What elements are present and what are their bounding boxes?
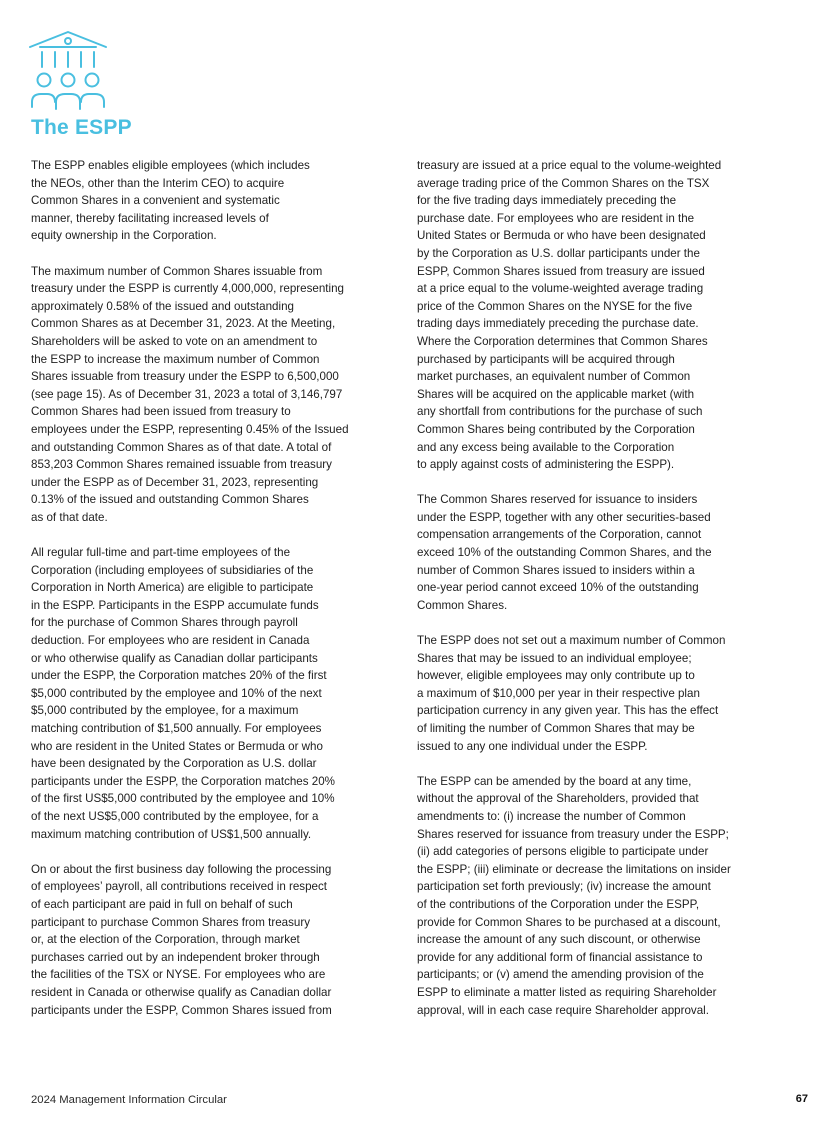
text-line: resident in Canada or otherwise qualify as Canadian dollar (31, 985, 332, 999)
text-line: treasury are issued at a price equal to the volume-weighted (417, 159, 722, 172)
paragraph (417, 632, 779, 755)
text-line: maximum matching contribution of US$1,500 annually. (31, 827, 312, 841)
text-line: of each participant are paid in full on behalf of such (31, 897, 293, 911)
paragraph (31, 544, 376, 843)
text-line: provide for Common Shares to be purchased at a discount, (417, 915, 721, 929)
text-line: Shares will be acquired on the applicable market (with (417, 387, 695, 401)
text-line: price of the Common Shares on the NYSE for the five (417, 299, 693, 313)
text-line: Common Shares in a convenient and systematic (31, 194, 280, 208)
text-line: and any excess being available to the Corporation (417, 440, 675, 454)
text-line: Corporation (including employees of subsidiaries of the (31, 563, 314, 577)
text-line: for the five trading days immediately preceding the (417, 194, 677, 208)
text-line: All regular full-time and part-time employees of the (31, 546, 291, 560)
text-line: participants under the ESPP, Common Shares issued from (31, 1003, 332, 1017)
text-line: United States or Bermuda or who have been designated (417, 229, 706, 243)
building-people-icon (28, 30, 108, 112)
text-line: however, eligible employees may only contribute up to (417, 669, 695, 683)
text-line: average trading price of the Common Shares on the TSX (417, 176, 710, 190)
text-line: of the contributions of the Corporation under the ESPP, (417, 897, 700, 911)
text-line: in the ESPP. Participants in the ESPP accumulate funds (31, 598, 319, 612)
text-line: The maximum number of Common Shares issuable from (31, 264, 323, 278)
text-line: of the first US$5,000 contributed by the employee and 10% (31, 792, 335, 806)
paragraph (31, 157, 376, 245)
text-line: approval, will in each case require Shareholder approval. (417, 1003, 709, 1017)
text-line: matching contribution of $1,500 annually. For employees (31, 722, 322, 735)
text-line: and outstanding Common Shares as of that date. A total of (31, 440, 332, 454)
text-line: purchased by participants will be acquired through (417, 352, 675, 366)
text-line: of employees’ payroll, all contributions received in respect (31, 880, 328, 894)
text-line: or who otherwise qualify as Canadian dollar participants (31, 651, 318, 665)
paragraph (417, 773, 779, 1019)
text-line: participants; or (v) amend the amending provision of the (417, 968, 704, 982)
left-column (31, 157, 376, 1019)
text-line: Common Shares as at December 31, 2023. At the Meeting, (31, 317, 336, 331)
text-line: one-year period cannot exceed 10% of the outstanding (417, 581, 699, 595)
text-line: manner, thereby facilitating increased levels of (31, 211, 269, 225)
text-line: at a price equal to the volume-weighted average trading (417, 282, 704, 296)
text-line: Common Shares. (417, 598, 508, 612)
text-line: (see page 15). As of December 31, 2023 a total of 3,146,797 (31, 387, 343, 401)
text-line: Shareholders will be asked to vote on an amendment to (31, 334, 318, 348)
text-line: $5,000 contributed by the employee and 10% of the next (31, 686, 322, 700)
text-line: Shares reserved for issuance from treasury under the ESPP; (417, 827, 729, 841)
text-line: under the ESPP, together with any other securities-based (417, 510, 711, 524)
text-line: under the ESPP as of December 31, 2023, representing (31, 475, 319, 489)
text-line: purchases carried out by an independent broker through (31, 950, 320, 964)
text-line: The ESPP does not set out a maximum number of Common (417, 634, 726, 648)
text-line: participants under the ESPP, the Corporation matches 20% (31, 774, 335, 788)
text-line: of the next US$5,000 contributed by the employee, for a (31, 809, 319, 823)
paragraph (417, 491, 779, 614)
paragraph (31, 861, 376, 1019)
text-line: the facilities of the TSX or NYSE. For employees who are (31, 968, 326, 982)
text-line: or, at the election of the Corporation, through market (31, 933, 300, 947)
paragraph (31, 263, 376, 527)
text-line: ESPP, Common Shares issued from treasury are issued (417, 264, 705, 278)
text-line: employees under the ESPP, representing 0.45% of the Issued (31, 422, 349, 436)
text-line: participation set forth previously; (iv) increase the amount (417, 880, 711, 894)
text-line: for the purchase of Common Shares through payroll (31, 616, 298, 630)
text-line: 0.13% of the issued and outstanding Common Shares (31, 493, 309, 507)
text-line: to apply against costs of administering the ESPP). (417, 458, 675, 472)
text-line: Where the Corporation determines that Common Shares (417, 334, 708, 348)
text-line: without the approval of the Shareholders, provided that (417, 792, 699, 806)
text-line: Shares that may be issued to an individual employee; (417, 651, 692, 665)
text-line: who are resident in the United States or Bermuda or who (31, 739, 323, 753)
text-line: $5,000 contributed by the employee, for a maximum (31, 704, 299, 718)
text-line: purchase date. For employees who are resident in the (417, 211, 695, 225)
text-line: Shares issuable from treasury under the ESPP to 6,500,000 (31, 370, 339, 384)
text-line: The Common Shares reserved for issuance to insiders (417, 493, 698, 507)
text-line: participation currency in any given year. This has the effect (417, 704, 719, 718)
text-line: 853,203 Common Shares remained issuable from treasury (31, 458, 332, 472)
paragraph (417, 157, 779, 474)
text-line: On or about the first business day following the processing (31, 862, 332, 876)
text-line: Common Shares being contributed by the Corporation (417, 422, 695, 436)
text-line: approximately 0.58% of the issued and outstanding (31, 299, 294, 313)
text-line: trading days immediately preceding the purchase date. (417, 317, 699, 331)
text-line: exceed 10% of the outstanding Common Shares, and the (417, 546, 712, 560)
text-line: have been designated by the Corporation as U.S. dollar (31, 757, 317, 771)
text-line: provide for any additional form of financial assistance to (417, 950, 703, 964)
text-line: deduction. For employees who are resident in Canada (31, 634, 310, 648)
text-line: equity ownership in the Corporation. (31, 229, 217, 243)
footer-document-title: 2024 Management Information Circular (31, 1094, 227, 1106)
text-line: ESPP to eliminate a matter listed as requiring Shareholder (417, 985, 717, 999)
text-line: any shortfall from contributions for the purchase of such (417, 405, 703, 419)
text-line: the NEOs, other than the Interim CEO) to acquire (31, 176, 285, 190)
text-line: as of that date. (31, 510, 108, 524)
page-number: 67 (795, 1093, 808, 1105)
page-title: The ESPP (31, 116, 132, 139)
text-line: compensation arrangements of the Corporation, cannot (417, 528, 702, 542)
text-line: The ESPP enables eligible employees (which includes (31, 159, 310, 172)
text-line: treasury under the ESPP is currently 4,000,000, representing (31, 282, 344, 296)
text-line: of limiting the number of Common Shares that may be (417, 722, 695, 735)
text-line: the ESPP to increase the maximum number of Common (31, 352, 320, 366)
text-line: number of Common Shares issued to insiders within a (417, 563, 695, 577)
text-line: by the Corporation as U.S. dollar participants under the (417, 246, 700, 260)
text-line: the ESPP; (iii) eliminate or decrease the limitations on insider (417, 862, 731, 876)
text-line: Common Shares had been issued from treasury to (31, 405, 291, 419)
text-line: increase the amount of any such discount, or otherwise (417, 933, 701, 947)
text-line: (ii) add categories of persons eligible to participate under (417, 845, 709, 859)
text-line: amendments to: (i) increase the number of Common (417, 809, 686, 823)
right-column (417, 157, 779, 1019)
text-line: under the ESPP, the Corporation matches 20% of the first (31, 669, 327, 683)
text-line: Corporation in North America) are eligible to participate (31, 581, 314, 595)
text-line: issued to any one individual under the ESPP. (417, 739, 648, 753)
text-line: participant to purchase Common Shares from treasury (31, 915, 311, 929)
text-line: The ESPP can be amended by the board at any time, (417, 774, 692, 788)
text-line: a maximum of $10,000 per year in their respective plan (417, 686, 700, 700)
text-line: market purchases, an equivalent number of Common (417, 370, 691, 384)
